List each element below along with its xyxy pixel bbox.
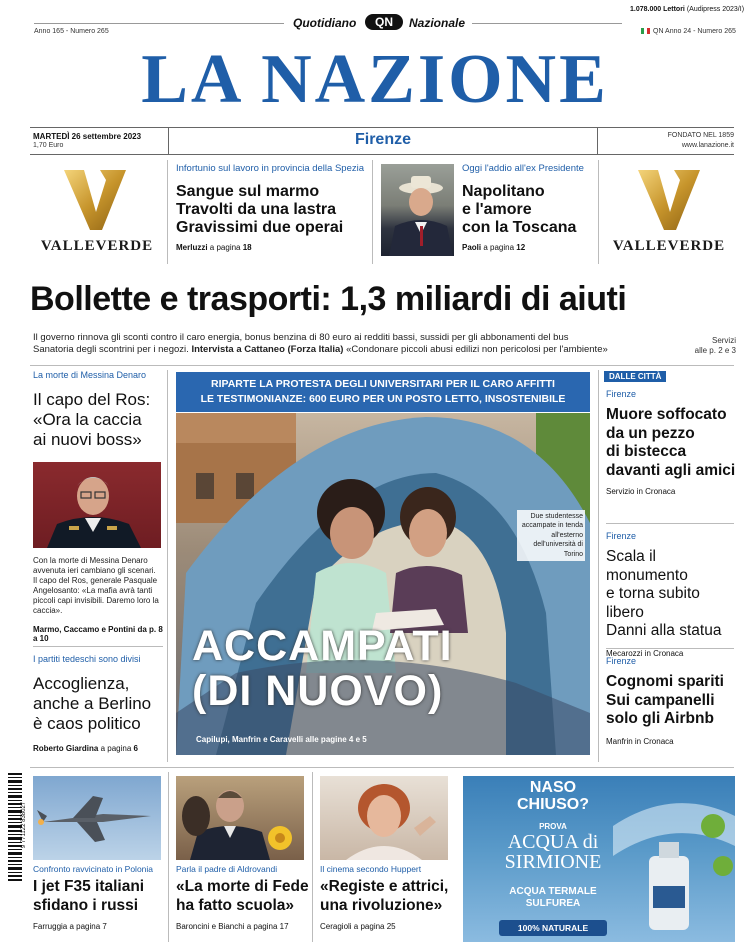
- center-banner[interactable]: RIPARTE LA PROTESTA DEGLI UNIVERSITARI PER IL CARO AFFITTI LE TESTIMONIANZE: 600 EURO PER UN POSTO LETTO, INSOSTENIBILE: [176, 372, 590, 412]
- center-byline: Capilupi, Manfrin e Caravelli alle pagine 4 e 5: [196, 735, 367, 744]
- story-airbnb[interactable]: [606, 656, 736, 746]
- valleverde-brand: VALLEVERDE: [612, 238, 726, 254]
- valleverde-brand: VALLEVERDE: [40, 238, 154, 254]
- ad-tagline: ACQUA TERMALE SULFUREA: [509, 886, 597, 909]
- edition-name[interactable]: Firenze: [354, 131, 411, 148]
- story-byline: Ceragioli a pagina 25: [320, 922, 396, 932]
- issue-price: 1,70 Euro: [33, 142, 64, 149]
- story-byline: Paoli a pagina 12: [462, 242, 526, 252]
- story-berlino[interactable]: [33, 654, 163, 753]
- lead-headline[interactable]: Bollette e trasporti: 1,3 miliardi di aiuti: [30, 280, 627, 318]
- story-byline: Merluzzi a pagina 18: [176, 242, 252, 252]
- huppert-photo: [320, 776, 448, 860]
- ad-badge: 100% NATURALE: [499, 920, 607, 936]
- story-title: Napolitano e l'amore con la Toscana: [462, 183, 577, 236]
- angelosanto-photo: [33, 462, 161, 548]
- masthead-title[interactable]: LA NAZIONE: [141, 41, 609, 118]
- lead-servizi: Servizi alle p. 2 e 3: [694, 336, 736, 356]
- story-title: Il capo del Ros: «Ora la caccia ai nuovi boss»: [33, 390, 151, 450]
- story-city: Firenze: [606, 531, 637, 541]
- story-title: Muore soffocato da un pezzo di bistecca davanti agli amici: [606, 406, 736, 479]
- story-city: Firenze: [606, 656, 637, 666]
- story-aldrovandi[interactable]: [176, 864, 311, 931]
- ros-byline: Marmo, Caccamo e Pontini da p. 8 a 10: [33, 625, 163, 643]
- story-kicker: Confronto ravvicinato in Polonia: [33, 864, 154, 874]
- story-title: Cognomi spariti Sui campanelli solo gli Airbnb: [606, 673, 724, 728]
- italy-flag-icon: [641, 28, 650, 34]
- valleverde-ad-left[interactable]: [34, 162, 160, 262]
- ad-naso: NASO CHIUSO?: [517, 779, 589, 813]
- anno-left: Anno 165 - Numero 265: [34, 28, 109, 35]
- story-kicker: I partiti tedeschi sono divisi: [33, 654, 141, 664]
- readers-count: 1.078.000 Lettori (Audipress 2023/I): [630, 6, 745, 13]
- story-byline: Servizio in Cronaca: [606, 487, 676, 497]
- valleverde-logo-icon: [62, 166, 128, 232]
- story-kicker: La morte di Messina Denaro: [33, 370, 147, 380]
- story-title: I jet F35 italiani sfidano i russi: [33, 878, 145, 914]
- founded: FONDATO NEL 1859: [667, 132, 734, 139]
- story-ros[interactable]: [33, 370, 163, 450]
- story-city: Firenze: [606, 389, 637, 399]
- story-byline: Baroncini e Bianchi a pagina 17: [176, 922, 289, 932]
- story-title: Sangue sul marmo Travolti da una lastra Gravissimi due operai: [176, 183, 344, 236]
- acqua-sirmione-ad[interactable]: [463, 776, 735, 942]
- napolitano-photo: [381, 164, 454, 256]
- story-title: Scala il monumento e torna subito libero Danni alla statua: [606, 548, 722, 640]
- story-byline: Farruggia a pagina 7: [33, 922, 107, 932]
- center-title[interactable]: ACCAMPATI (DI NUOVO): [192, 622, 453, 716]
- issue-date: MARTEDÌ 26 settembre 2023: [33, 132, 142, 141]
- story-kicker: Parla il padre di Aldrovandi: [176, 864, 278, 874]
- tent-photo-caption: Due studentesse accampate in tenda all'esterno dell'università di Torino: [517, 510, 585, 561]
- f35-photo: [33, 776, 161, 860]
- story-huppert[interactable]: [320, 864, 455, 931]
- website[interactable]: www.lanazione.it: [681, 142, 734, 149]
- story-monumento[interactable]: [606, 531, 736, 658]
- story-kicker: Il cinema secondo Huppert: [320, 864, 422, 874]
- anno-right: QN Anno 24 - Numero 265: [641, 28, 736, 35]
- aldrovandi-photo: [176, 776, 304, 860]
- story-marmo[interactable]: [176, 163, 368, 252]
- story-title: «Registe e attrici, una rivoluzione»: [320, 878, 449, 914]
- story-bistecca[interactable]: [606, 389, 736, 496]
- story-byline: Mecarozzi in Cronaca: [606, 648, 684, 658]
- section-dalle-citta[interactable]: DALLE CITTÀ: [604, 371, 666, 382]
- story-byline: Manfrin in Cronaca: [606, 736, 674, 746]
- ad-prova: PROVA: [539, 822, 567, 831]
- qn-tagline: Quotidiano QN Nazionale: [293, 15, 466, 30]
- lead-summary: Il governo rinnova gli sconti contro il caro energia, bonus benzina di 80 euro ai redditi bassi, sussidi per gli abbonamenti del bus Sanatoria degli scontrini per i negozi. Intervista a Cattaneo (Forza Italia) «Condonare piccoli abusi edilizi non pericolosi per l'ambiente»: [33, 332, 608, 356]
- story-kicker: Oggi l'addio all'ex Presidente: [462, 163, 584, 174]
- ad-brand: ACQUA di SIRMIONE: [504, 831, 602, 873]
- valleverde-logo-icon: [636, 166, 702, 232]
- ros-body: Con la morte di Messina Denaro avvenuta ieri cambiano gli scenari. Il capo del Ros, generale Pasquale Angelosanto: «La mafia avrà tanti piccoli capi invisibili. Daremo loro la caccia».: [33, 556, 159, 615]
- story-byline: Roberto Giardina a pagina 6: [33, 744, 138, 754]
- story-title: Accoglienza, anche a Berlino è caos politico: [33, 674, 152, 734]
- qn-logo: QN: [365, 14, 403, 30]
- story-f35[interactable]: [33, 864, 165, 931]
- story-title: «La morte di Fede ha fatto scuola»: [176, 878, 309, 914]
- story-napolitano[interactable]: [462, 163, 596, 252]
- valleverde-ad-right[interactable]: [606, 162, 732, 262]
- story-kicker: Infortunio sul lavoro in provincia della Spezia: [176, 163, 364, 174]
- barcode-number: 9 771122 838027: [21, 801, 27, 849]
